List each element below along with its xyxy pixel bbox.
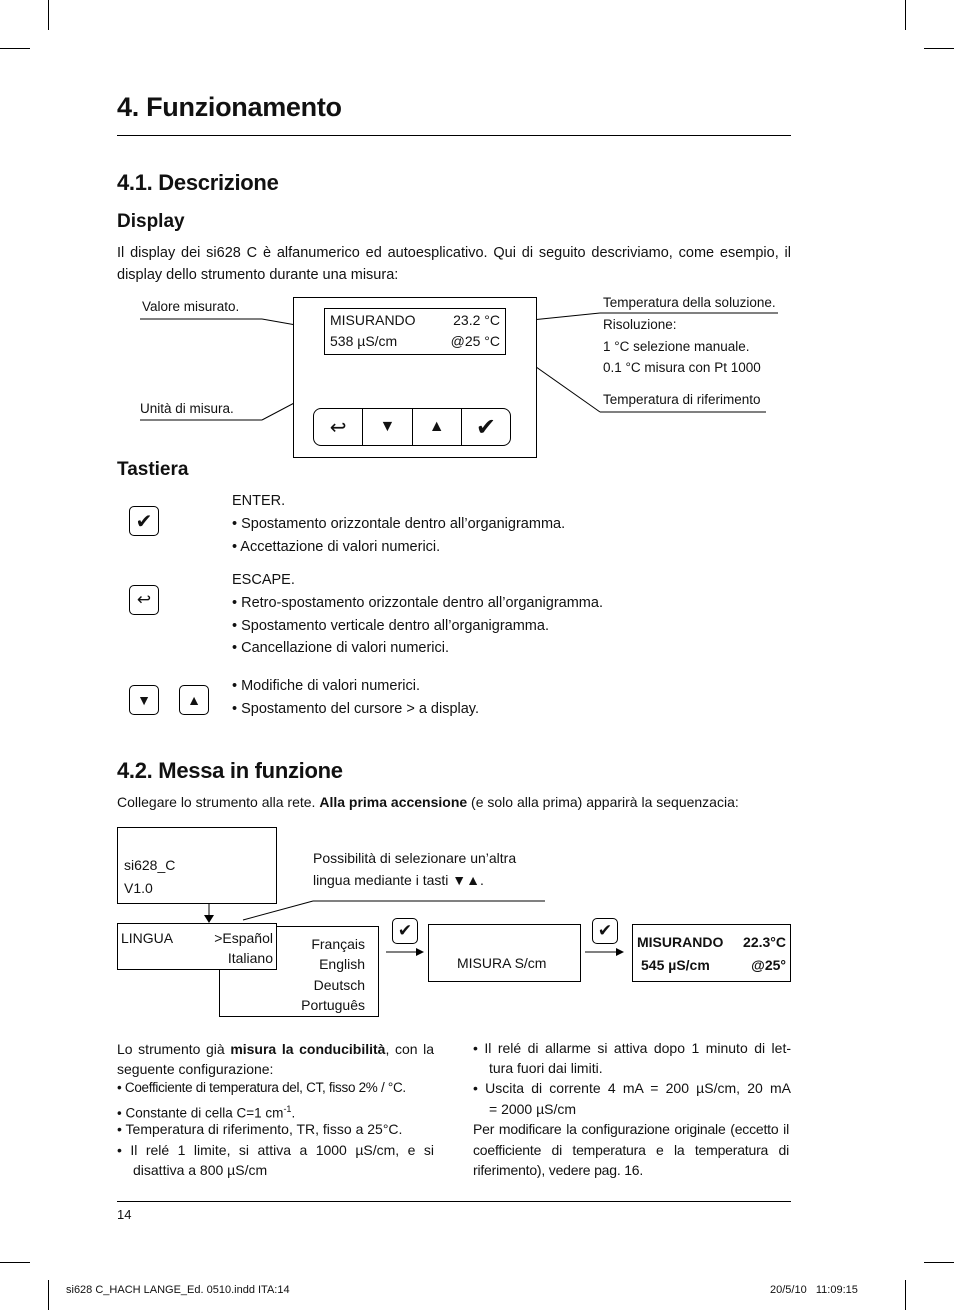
config-intro-bold: misura la conducibilità (230, 1041, 386, 1057)
label-risoluzione-pt1000: 0.1 °C misura con Pt 1000 (603, 360, 761, 375)
escape-key[interactable]: ↩ (314, 409, 363, 445)
label-valore-misurato: Valore misurato. (142, 299, 240, 314)
section-heading-descrizione: 4.1. Descrizione (117, 170, 279, 195)
footer-file-info: si628 C_HACH LANGE_Ed. 0510.indd ITA:14 (66, 1284, 290, 1296)
language-option: Français (311, 936, 365, 952)
measuring-ref-temperature: @25° (751, 957, 786, 973)
display-intro: Il display dei si628 C è alfanumerico ed autoesplicativo. Qui di seguito descriviamo, come esempio, il display dello strumento durante una misura: (117, 245, 791, 283)
measure-unit-screen (428, 924, 581, 982)
config-intro-text: Lo strumento già (117, 1041, 231, 1057)
config-item: • Temperatura di riferimento, TR, fisso a 25°C. (117, 1121, 403, 1137)
device-model: si628_C (124, 857, 176, 873)
enter-item: • Spostamento orizzontale dentro all’organigramma. (232, 516, 566, 532)
config-item: • Coefficiente di temperatura del, CT, fisso 2% / °C. (117, 1080, 406, 1095)
config-item: • Il relé 1 limite, si attiva a 1000 µS/cm, e si (117, 1142, 434, 1158)
language-option: English (319, 956, 365, 972)
escape-key-icon: ↩ (129, 585, 159, 615)
enter-key-icon: ✔ (129, 506, 159, 536)
up-arrow-icon: ▲ (179, 685, 209, 715)
config-item-continued: disattiva a 800 µS/cm (133, 1162, 268, 1178)
lcd-ref-temperature: @25 °C (450, 333, 500, 349)
config-item-continued: = 2000 µS/cm (489, 1101, 577, 1117)
page-number: 14 (117, 1207, 132, 1222)
down-arrow-icon: ▼ (129, 685, 159, 715)
label-risoluzione: Risoluzione: (603, 317, 677, 332)
language-selected: >Español (214, 930, 273, 946)
startup-screen-version (117, 827, 277, 904)
messa-intro-text-end: (e solo alla prima) apparirà la sequenzacia: (467, 794, 739, 810)
label-temp-soluzione: Temperatura della soluzione. (603, 295, 776, 310)
crop-mark (0, 1262, 30, 1263)
escape-item: • Spostamento verticale dentro all’organigramma. (232, 618, 549, 634)
label-risoluzione-manuale: 1 °C selezione manuale. (603, 339, 750, 354)
down-key[interactable]: ▼ (363, 409, 412, 445)
measuring-temperature: 22.3°C (743, 934, 786, 950)
footer-rule (117, 1201, 791, 1202)
config-intro-text-end: , con la seguente configurazione: (117, 1041, 435, 1077)
escape-item: • Cancellazione di valori numerici. (232, 640, 450, 656)
measuring-screen (632, 924, 791, 982)
arrow-item: • Spostamento del cursore > a display. (232, 701, 480, 717)
lcd-conductivity: 538 µS/cm (330, 333, 398, 349)
messa-intro-text: Collegare lo strumento alla rete. (117, 794, 320, 810)
display-heading: Display (117, 211, 185, 232)
language-note-line: lingua mediante i tasti ▼▲. (313, 872, 484, 888)
footer-timestamp: 20/5/10 11:09:15 (770, 1284, 858, 1296)
lcd-temperature: 23.2 °C (453, 312, 500, 328)
enter-item: • Accettazione di valori numerici. (232, 539, 441, 555)
lcd-status: MISURANDO (330, 312, 416, 328)
enter-key-icon: ✔ (592, 918, 618, 944)
label-unita-misura: Unità di misura. (140, 401, 234, 416)
enter-title: ENTER. (232, 493, 286, 509)
enter-key[interactable]: ✔ (475, 413, 496, 441)
language-option: Português (301, 997, 365, 1013)
config-item-text: • Constante di cella C=1 cm (117, 1105, 284, 1121)
config-item-suffix: . (291, 1105, 296, 1121)
config-change-note: Per modificare la configurazione originale (eccetto il coefficiente di temperatura e la temperatura di riferimento), vedere pag. 16. (473, 1121, 789, 1178)
language-label: LINGUA (121, 930, 174, 946)
language-option: Deutsch (313, 977, 365, 993)
config-item: • Uscita di corrente 4 mA = 200 µS/cm, 20 mA (473, 1080, 791, 1096)
escape-item: • Retro-spostamento orizzontale dentro all’organigramma. (232, 595, 603, 611)
keyboard-heading: Tastiera (117, 459, 189, 480)
section-heading-messa-in-funzione: 4.2. Messa in funzione (117, 758, 343, 783)
device-version: V1.0 (124, 880, 153, 896)
cell-constant-superscript: -1 (283, 1104, 292, 1114)
config-item: • Il relé di allarme si attiva dopo 1 minuto di let- (473, 1040, 791, 1056)
label-temp-riferimento: Temperatura di riferimento (603, 392, 761, 407)
measuring-conductivity: 545 µS/cm (641, 957, 710, 973)
up-key[interactable]: ▲ (413, 409, 462, 445)
language-screen[interactable] (117, 923, 277, 970)
enter-key-icon: ✔ (392, 918, 418, 944)
config-item-continued: tura fuori dai limiti. (489, 1060, 603, 1076)
measuring-status: MISURANDO (637, 934, 724, 950)
measure-unit-label: MISURA S/cm (457, 955, 547, 971)
crop-mark (905, 1280, 906, 1310)
messa-intro-bold: Alla prima accensione (319, 794, 468, 810)
page-title: 4. Funzionamento (117, 92, 342, 122)
language-option: Italiano (227, 950, 273, 966)
crop-mark (924, 1262, 954, 1263)
config-intro (117, 1039, 434, 1079)
crop-mark (48, 1280, 49, 1310)
arrow-item: • Modifiche di valori numerici. (232, 678, 421, 694)
language-note-line: Possibilità di selezionare un’altra (313, 850, 517, 866)
escape-title: ESCAPE. (232, 572, 295, 588)
